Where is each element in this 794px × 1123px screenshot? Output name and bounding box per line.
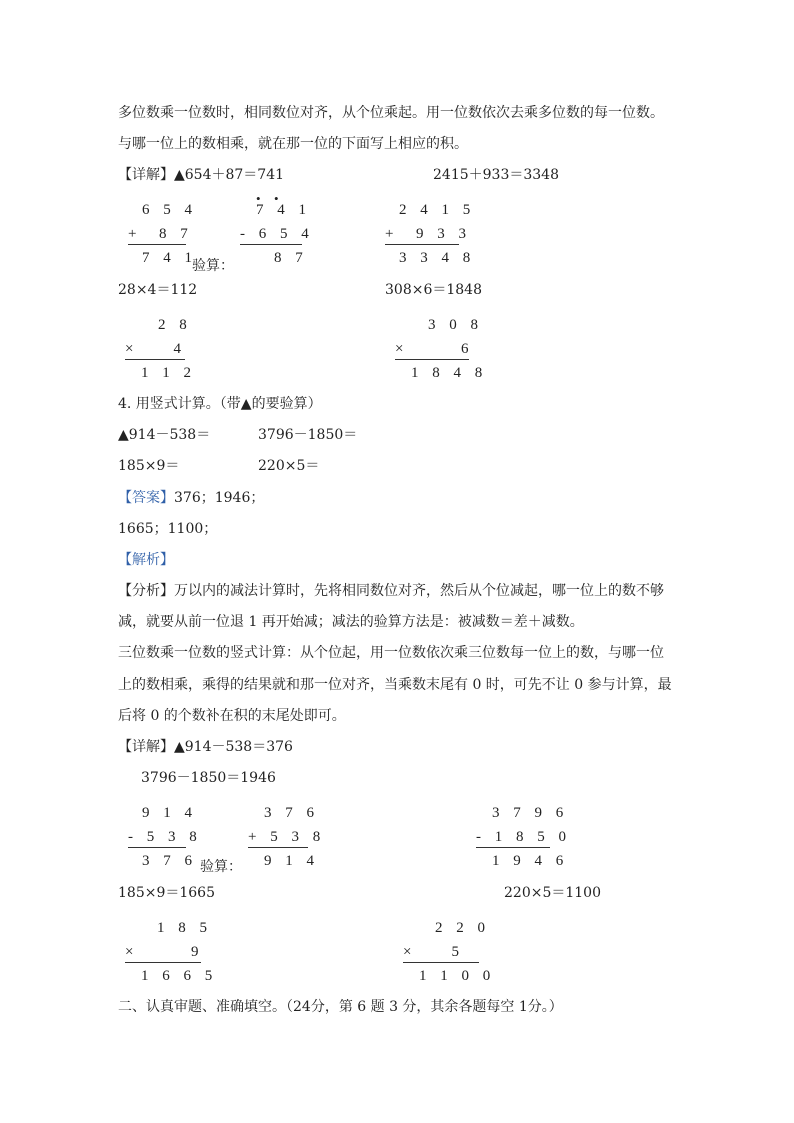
detail-label-1 [118,165,284,185]
calc-line [476,847,550,848]
calc-row: - 5 3 8 [128,829,202,845]
calc-line [125,962,201,963]
calc-row: 1 1 2 [141,365,196,381]
q4-item-b: 3796－1850＝ [258,427,358,443]
detail-eq-a: ▲654＋87＝741 [174,167,285,183]
question-4-title: 4. 用竖式计算。（带▲的要验算） [118,396,322,412]
calc-row: 3 7 6 [142,853,197,869]
eq-28x4: 28×4＝112 [118,282,198,298]
detail2-eq-b: 3796－1850＝1946 [141,770,276,786]
calc-row: 9 1 4 [264,853,319,869]
analysis-line-1: 【分析】万以内的减法计算时，先将相同数位对齐，然后从个位减起，哪一位上的数不够 [118,583,664,599]
calc-line [128,847,186,848]
calc-row: 1 8 4 8 [411,365,488,381]
calc-row: 3 7 9 6 [492,805,569,821]
calc-row: 1 8 5 [157,920,212,936]
calc-row: 7 4 1 [256,202,311,218]
calc-row: × 4 [125,341,186,357]
q4-item-d: 220×5＝ [258,458,320,474]
calc-row: + 9 3 3 [385,226,471,242]
calc-line [385,244,459,245]
calc-row: 2 8 [158,317,192,333]
section-2-heading: 二、认真审题、准确填空。（24分，第 6 题 3 分，其余各题每空 1分。） [118,999,563,1015]
calc-row: + 5 3 8 [248,829,326,845]
calc-row: × 9 [125,944,204,960]
detail-label: 【详解】 [118,167,174,183]
analysis-line-2: 减，就要从前一位退 1 再开始减；减法的验算方法是：被减数＝差＋减数。 [118,614,584,630]
calc-line [128,244,186,245]
analysis-line-3: 三位数乘一位数的竖式计算：从个位起，用一位数依次乘三位数每一位上的数，与哪一位 [118,645,664,661]
answer-values-2: 1665；1100； [118,521,218,537]
calc-row: - 6 5 4 [240,226,314,242]
calc-line [395,359,469,360]
calc-row: 8 7 [274,250,308,266]
calc-row: × 5 [403,944,464,960]
para-line-2: 与哪一位上的数相乘，就在那一位的下面写上相应的积。 [118,136,468,152]
detail-eq-a: ▲914－538＝376 [174,739,293,755]
eq-185x9: 185×9＝1665 [118,885,215,901]
analysis-line-4: 上的数相乘，乘得的结果就和那一位对齐，当乘数末尾有 0 时，可先不让 0 参与计算，最 [118,677,672,693]
calc-row: 6 5 4 [142,202,197,218]
q4-item-a: ▲914－538＝ [118,427,211,443]
calc-line [125,359,185,360]
eq-220x5: 220×5＝1100 [504,885,601,901]
answer-values-1: 376；1946； [174,490,265,506]
check-label: 验算： [192,258,234,274]
answer-line-1 [118,488,264,508]
calc-row: 1 1 0 0 [419,968,496,984]
calc-row: 3 3 4 8 [399,250,476,266]
detail-eq-b: 2415＋933＝3348 [433,167,559,183]
q4-item-c: 185×9＝ [118,458,180,474]
eq-308x6: 308×6＝1848 [385,282,482,298]
calc-row: 3 0 8 [428,317,483,333]
detail-label: 【详解】 [118,739,174,755]
calc-row: 2 4 1 5 [399,202,476,218]
calc-line [248,847,308,848]
calc-row: 9 1 4 [142,805,197,821]
check-label: 验算： [200,859,242,875]
calc-row: - 1 8 5 0 [476,829,571,845]
calc-row: + 8 7 [128,226,193,242]
detail-label-2 [118,737,293,757]
answer-label: 【答案】 [118,490,174,506]
analysis-line-5: 后将 0 的个数补在积的末尾处即可。 [118,708,346,724]
calc-line [403,962,479,963]
calc-line [240,244,302,245]
calc-row: × 6 [395,341,474,357]
carry-dot: • [274,191,279,206]
calc-row: 2 2 0 [435,920,490,936]
calc-row: 1 9 4 6 [492,853,569,869]
calc-row: 3 7 6 [264,805,319,821]
analysis-label: 【解析】 [118,552,174,568]
calc-row: 1 6 6 5 [141,968,218,984]
carry-dot: • [256,191,261,206]
para-line-1: 多位数乘一位数时，相同数位对齐，从个位乘起。用一位数依次去乘多位数的每一位数。 [118,105,664,121]
calc-row: 7 4 1 [142,250,197,266]
